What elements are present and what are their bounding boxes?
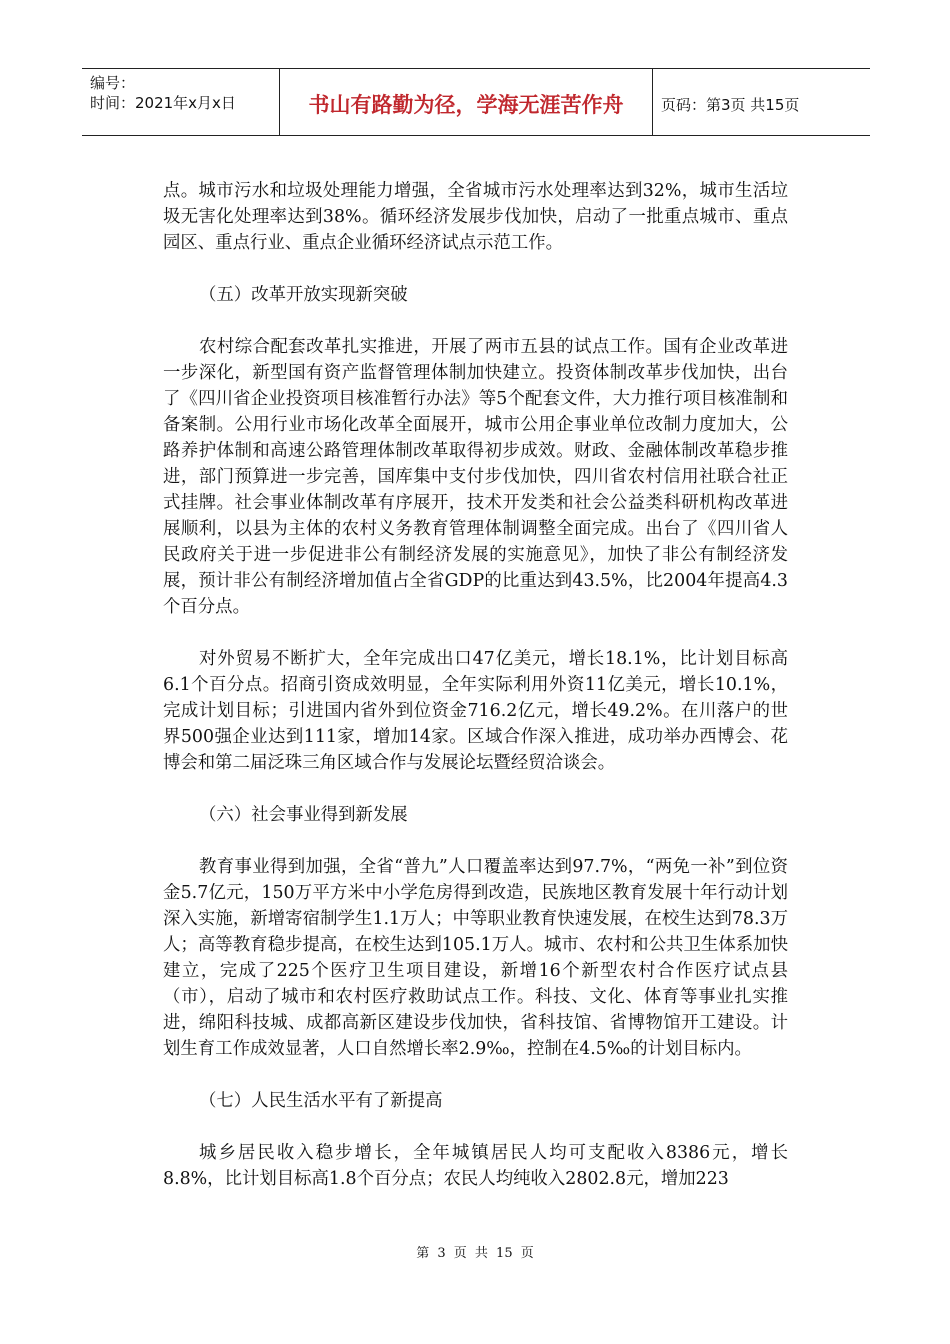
- document-date-label: 时间：2021年x月x日: [90, 94, 236, 112]
- paragraph-continuation: 点。城市污水和垃圾处理能力增强，全省城市污水处理率达到32%，城市生活垃圾无害化处理率达到38%。循环经济发展步伐加快，启动了一批重点城市、重点园区、重点行业、重点企业循环经济试点示范工作。: [163, 181, 788, 253]
- paragraph-living-standards: 城乡居民收入稳步增长，全年城镇居民人均可支配收入8386元，增长8.8%，比计划目标高1.8个百分点；农民人均纯收入2802.8元，增加223: [163, 1143, 788, 1189]
- section-heading-7: （七）人民生活水平有了新提高: [199, 1091, 443, 1111]
- section-heading-5: （五）改革开放实现新突破: [199, 285, 408, 305]
- page-header: [82, 68, 870, 136]
- header-motto: 书山有路勤为径，学海无涯苦作舟: [280, 69, 653, 135]
- paragraph-social-affairs: 教育事业得到加强，全省“普九”人口覆盖率达到97.7%，“两免一补”到位资金5.7亿元，150万平方米中小学危房得到改造，民族地区教育发展十年行动计划深入实施，新增寄宿制学生1.1万人；中等职业教育快速发展，在校生达到78.3万人；高等教育稳步提高，在校生达到105.1万人。城市、农村和公共卫生体系加快建立，完成了225个医疗卫生项目建设，新增16个新型农村合作医疗试点县（市），启动了城市和农村医疗救助试点工作。科技、文化、体育等事业扎实推进，绵阳科技城、成都高新区建设步伐加快，省科技馆、省博物馆开工建设。计划生育工作成效显著，人口自然增长率2.9‰，控制在4.5‰的计划目标内。: [163, 857, 788, 1059]
- paragraph-reform: 农村综合配套改革扎实推进，开展了两市五县的试点工作。国有企业改革进一步深化，新型国有资产监督管理体制加快建立。投资体制改革步伐加快，出台了《四川省企业投资项目核准暂行办法》等5个配套文件，大力推行项目核准制和备案制。公用行业市场化改革全面展开，城市公用企事业单位改制力度加大，公路养护体制和高速公路管理体制改革取得初步成效。财政、金融体制改革稳步推进，部门预算进一步完善，国库集中支付步伐加快，四川省农村信用社联合社正式挂牌。社会事业体制改革有序展开，技术开发类和社会公益类科研机构改革进展顺利，以县为主体的农村义务教育管理体制调整全面完成。出台了《四川省人民政府关于进一步促进非公有制经济发展的实施意见》，加快了非公有制经济发展，预计非公有制经济增加值占全省GDP的比重达到43.5%，比2004年提高4.3个百分点。: [163, 337, 788, 617]
- header-meta: [82, 69, 280, 135]
- header-page-info: 页码：第3页 共15页: [661, 95, 800, 114]
- paragraph-foreign-trade: 对外贸易不断扩大，全年完成出口47亿美元，增长18.1%，比计划目标高6.1个百分点。招商引资成效明显，全年实际利用外资11亿美元，增长10.1%，完成计划目标；引进国内省外到位资金716.2亿元，增长49.2%。在川落户的世界500强企业达到111家，增加14家。区域合作深入推进，成功举办西博会、花博会和第二届泛珠三角区域合作与发展论坛暨经贸洽谈会。: [163, 649, 788, 773]
- document-body: [163, 178, 788, 1218]
- document-number-label: 编号：: [90, 74, 136, 92]
- page-footer: 第 3 页 共 15 页: [416, 1246, 534, 1261]
- section-heading-6: （六）社会事业得到新发展: [199, 805, 408, 825]
